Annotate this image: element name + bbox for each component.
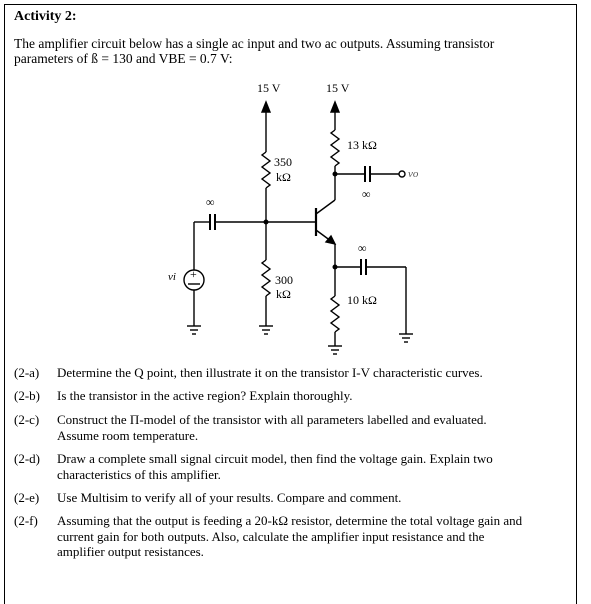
question-text — [57, 365, 565, 381]
supply-label-left: 15 V — [257, 81, 281, 95]
label-r-lower-left-unit: kΩ — [276, 287, 291, 301]
label-cap-emitter: ∞ — [358, 241, 367, 255]
label-output-vo: vo — [408, 168, 419, 180]
label-r-collector: 13 kΩ — [347, 138, 377, 152]
question-id: (2-e) — [14, 490, 40, 505]
supply-arrow-right — [331, 102, 339, 112]
label-r-upper-left: 350 — [274, 155, 292, 169]
label-cap-collector: ∞ — [362, 187, 371, 201]
question-line: Assume room temperature. — [57, 427, 199, 443]
ground-emitter — [328, 346, 342, 354]
question-line: Determine the Q point, then illustrate it on the transistor I-V characteristic curves. — [57, 365, 483, 380]
transistor-emitter-arrow — [326, 236, 335, 244]
question-text — [57, 451, 565, 482]
question-text — [57, 412, 565, 443]
question-id: (2-a) — [14, 365, 40, 380]
question-id: (2-d) — [14, 451, 40, 466]
supply-label-right: 15 V — [326, 81, 350, 95]
question-line: Use Multisim to verify all of your results. Compare and comment. — [57, 490, 402, 505]
intro-line-1: The amplifier circuit below has a single ac input and two ac outputs. Assuming transistor — [14, 36, 495, 51]
question-id: (2-c) — [14, 412, 40, 427]
question-id: (2-f) — [14, 513, 38, 528]
ground-source — [187, 326, 201, 334]
label-input-vi: vi — [168, 271, 176, 283]
question-text — [57, 388, 565, 404]
resistor-collector — [331, 130, 339, 166]
question-line: Is the transistor in the active region? Explain thoroughly. — [57, 388, 353, 403]
label-r-emitter: 10 kΩ — [347, 293, 377, 307]
ground-emitter-output — [399, 334, 413, 342]
question-line: Assuming that the output is feeding a 20-kΩ resistor, determine the total voltage gain and — [57, 513, 523, 528]
resistor-lower-left — [262, 260, 270, 296]
activity-title: Activity 2: — [14, 9, 77, 24]
label-r-lower-left: 300 — [275, 273, 293, 287]
question-id: (2-b) — [14, 388, 40, 403]
question-line: amplifier output resistances. — [57, 544, 204, 559]
question-text — [57, 490, 565, 506]
resistor-upper-left — [262, 152, 270, 188]
question-line: Construct the Π-model of the transistor with all parameters labelled and evaluated. — [57, 412, 487, 427]
activity-intro — [14, 36, 569, 66]
label-r-upper-left-unit: kΩ — [276, 170, 291, 184]
intro-line-2: parameters of ß = 130 and VBE = 0.7 V: — [14, 51, 233, 66]
label-cap-in: ∞ — [206, 195, 215, 209]
output-terminal — [399, 171, 405, 177]
amplifier-circuit-diagram — [4, 74, 577, 364]
resistor-emitter — [331, 296, 339, 332]
question-line: current gain for both outputs. Also, calculate the amplifier input resistance and the — [57, 528, 485, 544]
question-text — [57, 513, 565, 560]
ground-left-divider — [259, 326, 273, 334]
question-line: characteristics of this amplifier. — [57, 466, 221, 482]
supply-arrow-left — [262, 102, 270, 112]
source-plus-sign: + — [190, 267, 197, 281]
question-line: Draw a complete small signal circuit model, then find the voltage gain. Explain two — [57, 451, 493, 466]
